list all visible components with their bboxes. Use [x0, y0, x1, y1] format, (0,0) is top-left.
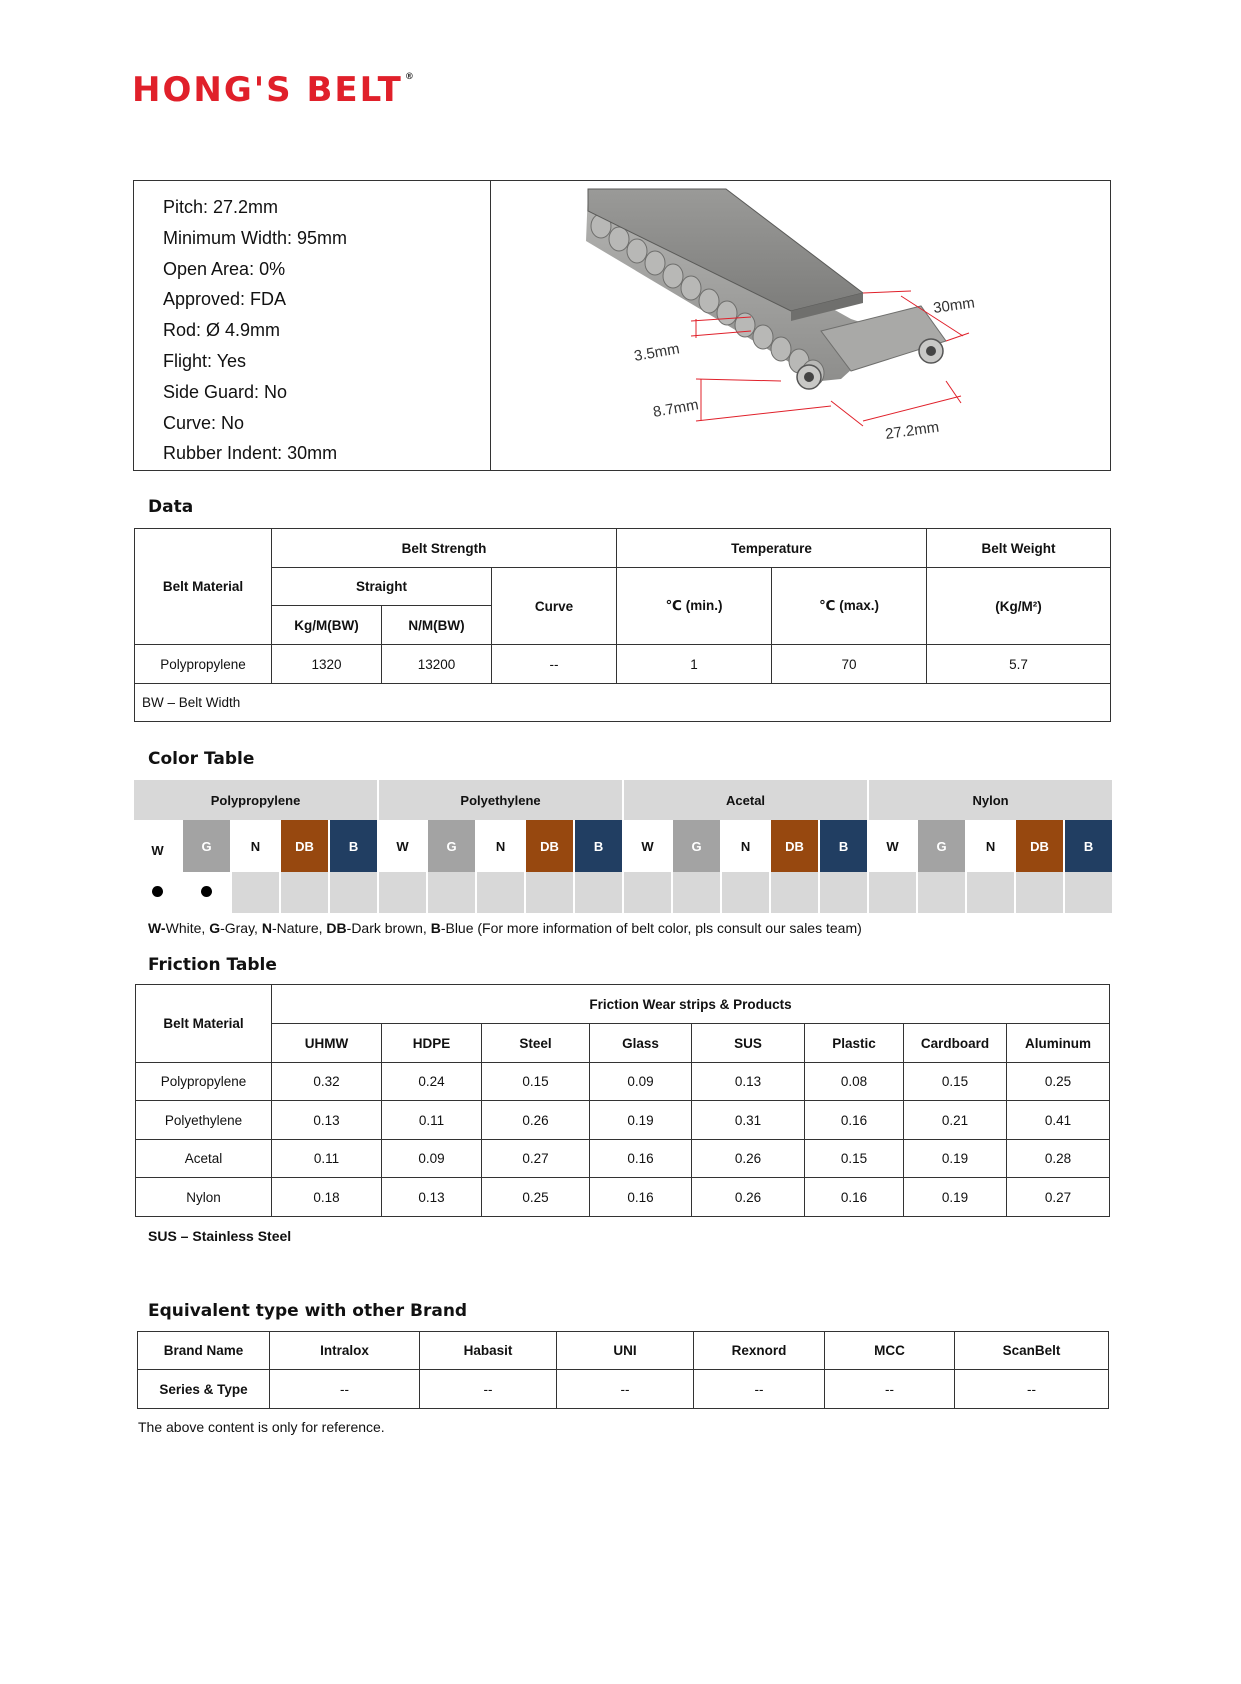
availability-row: [134, 872, 1112, 913]
straight-header: Straight: [272, 568, 492, 606]
color-table: [132, 780, 1114, 913]
row-weight: 5.7: [927, 645, 1111, 684]
availability-empty: [722, 872, 769, 913]
friction-section-title: Friction Table: [148, 955, 277, 975]
legend-g-code: G: [209, 920, 221, 936]
row-tmax: 70: [772, 645, 927, 684]
legend-w-code: W-: [148, 920, 166, 936]
available-dot-icon: [201, 886, 212, 897]
available-dot-icon: [152, 886, 163, 897]
cell: 0.13: [382, 1178, 482, 1217]
cell: 0.18: [272, 1178, 382, 1217]
series-cell: --: [955, 1370, 1109, 1409]
sus-footnote: SUS – Stainless Steel: [148, 1228, 292, 1244]
col-glass: Glass: [590, 1024, 692, 1063]
code-n: N: [232, 820, 279, 872]
friction-material-header: Belt Material: [136, 985, 272, 1063]
cell: 0.11: [382, 1101, 482, 1140]
availability-empty: [967, 872, 1014, 913]
row-material: Polypropylene: [136, 1063, 272, 1101]
temperature-header: Temperature: [617, 529, 927, 568]
availability-empty: [673, 872, 720, 913]
series-cell: --: [825, 1370, 955, 1409]
cell: 0.15: [904, 1063, 1007, 1101]
series-cell: --: [694, 1370, 825, 1409]
series-type-header: Series & Type: [138, 1370, 270, 1409]
spec-flight: Flight: Yes: [163, 350, 247, 371]
cell: 0.26: [482, 1101, 590, 1140]
data-row: [135, 645, 1111, 684]
brand-logo-text: HONG'S BELT: [132, 70, 403, 110]
cell: 0.19: [904, 1140, 1007, 1178]
belt-weight-header: Belt Weight: [927, 529, 1111, 568]
table-row: [136, 1063, 1110, 1101]
code-w: W: [379, 820, 426, 872]
brand-intralox: Intralox: [270, 1332, 420, 1370]
data-table: [134, 528, 1111, 722]
registered-mark: ®: [404, 72, 416, 82]
cell: 0.16: [805, 1178, 904, 1217]
cell: 0.28: [1007, 1140, 1110, 1178]
code-b: B: [820, 820, 867, 872]
col-hdpe: HDPE: [382, 1024, 482, 1063]
curve-header: Curve: [492, 568, 617, 645]
availability-empty: [526, 872, 573, 913]
cell: 0.31: [692, 1101, 805, 1140]
code-db: DB: [1016, 820, 1063, 872]
code-b: B: [330, 820, 377, 872]
code-g: G: [673, 820, 720, 872]
weight-unit-header: (Kg/M²): [927, 568, 1111, 645]
color-legend: [148, 920, 862, 936]
spec-min-width: Minimum Width: 95mm: [163, 227, 348, 248]
belt-strength-header: Belt Strength: [272, 529, 617, 568]
availability-empty: [1065, 872, 1112, 913]
color-section-title: Color Table: [148, 749, 255, 769]
spec-curve: Curve: No: [163, 412, 245, 433]
cell: 0.26: [692, 1178, 805, 1217]
legend-b-text: -Blue (For more information of belt color, pls consult our sales team): [440, 920, 862, 936]
bw-footnote: BW – Belt Width: [135, 684, 1111, 722]
legend-db-code: DB: [326, 920, 347, 936]
availability-dot: [183, 872, 230, 913]
availability-empty: [379, 872, 426, 913]
cell: 0.25: [482, 1178, 590, 1217]
friction-group-header: Friction Wear strips & Products: [272, 985, 1110, 1024]
brand-logo: [132, 70, 416, 110]
group-polyethylene: Polyethylene: [379, 780, 622, 820]
col-cardboard: Cardboard: [904, 1024, 1007, 1063]
availability-empty: [918, 872, 965, 913]
legend-w-text: White,: [165, 920, 210, 936]
code-g: G: [428, 820, 475, 872]
row-curve: --: [492, 645, 617, 684]
row-tmin: 1: [617, 645, 772, 684]
spec-box: [133, 180, 1111, 471]
series-cell: --: [420, 1370, 557, 1409]
legend-n-code: N: [261, 920, 272, 936]
row-material: Polypropylene: [135, 645, 272, 684]
code-db: DB: [771, 820, 818, 872]
col-plastic: Plastic: [805, 1024, 904, 1063]
cell: 0.11: [272, 1140, 382, 1178]
brand-uni: UNI: [557, 1332, 694, 1370]
cell: 0.24: [382, 1063, 482, 1101]
spec-pitch: Pitch: 27.2mm: [163, 197, 279, 217]
cell: 0.08: [805, 1063, 904, 1101]
series-cell: --: [557, 1370, 694, 1409]
dim-30mm: 30mm: [932, 294, 976, 317]
spec-rubber-indent: Rubber Indent: 30mm: [163, 443, 338, 464]
cell: 0.16: [590, 1178, 692, 1217]
availability-empty: [232, 872, 279, 913]
cell: 0.32: [272, 1063, 382, 1101]
brand-habasit: Habasit: [420, 1332, 557, 1370]
cell: 0.16: [805, 1101, 904, 1140]
legend-db-text: -Dark brown,: [346, 920, 431, 936]
code-w: W: [134, 820, 181, 872]
brand-name-header: Brand Name: [138, 1332, 270, 1370]
cell: 0.21: [904, 1101, 1007, 1140]
spec-list-panel: [134, 181, 491, 470]
availability-empty: [624, 872, 671, 913]
availability-empty: [771, 872, 818, 913]
cell: 0.41: [1007, 1101, 1110, 1140]
legend-g-text: -Gray,: [220, 920, 262, 936]
legend-b-code: B: [430, 920, 441, 936]
cell: 0.19: [590, 1101, 692, 1140]
cell: 0.15: [805, 1140, 904, 1178]
spec-side-guard: Side Guard: No: [163, 381, 288, 402]
availability-empty: [281, 872, 328, 913]
code-b: B: [575, 820, 622, 872]
brand-mcc: MCC: [825, 1332, 955, 1370]
code-n: N: [967, 820, 1014, 872]
code-w: W: [624, 820, 671, 872]
cell: 0.09: [590, 1063, 692, 1101]
availability-empty: [869, 872, 916, 913]
spec-approved: Approved: FDA: [163, 289, 287, 310]
temp-max-header: ℃ (max.): [772, 568, 927, 645]
availability-empty: [428, 872, 475, 913]
data-section-title: Data: [148, 497, 194, 517]
belt-material-header: Belt Material: [135, 529, 272, 645]
cell: 0.09: [382, 1140, 482, 1178]
table-row: [136, 1140, 1110, 1178]
group-acetal: Acetal: [624, 780, 867, 820]
spec-open-area: Open Area: 0%: [163, 258, 286, 279]
code-n: N: [722, 820, 769, 872]
table-row: [136, 1101, 1110, 1140]
belt-diagram: [491, 181, 1110, 469]
availability-empty: [575, 872, 622, 913]
friction-table: [135, 984, 1110, 1217]
cell: 0.25: [1007, 1063, 1110, 1101]
cell: 0.13: [692, 1063, 805, 1101]
cell: 0.19: [904, 1178, 1007, 1217]
kg-header: Kg/M(BW): [272, 606, 382, 645]
cell: 0.16: [590, 1140, 692, 1178]
code-w: W: [869, 820, 916, 872]
equivalent-table: [137, 1331, 1109, 1409]
col-sus: SUS: [692, 1024, 805, 1063]
table-row: [136, 1178, 1110, 1217]
disclaimer: The above content is only for reference.: [138, 1419, 385, 1435]
spec-rod: Rod: Ø 4.9mm: [163, 320, 281, 341]
code-db: DB: [526, 820, 573, 872]
code-db: DB: [281, 820, 328, 872]
dim-8-7mm: 8.7mm: [651, 396, 700, 421]
code-g: G: [918, 820, 965, 872]
series-cell: --: [270, 1370, 420, 1409]
spec-list: [163, 192, 347, 469]
legend-n-text: -Nature,: [271, 920, 327, 936]
brand-rexnord: Rexnord: [694, 1332, 825, 1370]
row-kg: 1320: [272, 645, 382, 684]
row-material: Nylon: [136, 1178, 272, 1217]
cell: 0.27: [1007, 1178, 1110, 1217]
group-polypropylene: Polypropylene: [134, 780, 377, 820]
dim-3-5mm: 3.5mm: [632, 340, 681, 365]
availability-empty: [477, 872, 524, 913]
dim-27-2mm: 27.2mm: [884, 418, 941, 443]
n-header: N/M(BW): [382, 606, 492, 645]
availability-empty: [330, 872, 377, 913]
col-uhmw: UHMW: [272, 1024, 382, 1063]
group-nylon: Nylon: [869, 780, 1112, 820]
row-material: Acetal: [136, 1140, 272, 1178]
cell: 0.26: [692, 1140, 805, 1178]
cell: 0.13: [272, 1101, 382, 1140]
code-b: B: [1065, 820, 1112, 872]
row-material: Polyethylene: [136, 1101, 272, 1140]
temp-min-header: ℃ (min.): [617, 568, 772, 645]
availability-dot: [134, 872, 181, 913]
equivalent-section-title: Equivalent type with other Brand: [148, 1301, 468, 1321]
belt-diagram-panel: [491, 181, 1110, 470]
cell: 0.15: [482, 1063, 590, 1101]
cell: 0.27: [482, 1140, 590, 1178]
col-steel: Steel: [482, 1024, 590, 1063]
availability-empty: [1016, 872, 1063, 913]
row-n: 13200: [382, 645, 492, 684]
code-g: G: [183, 820, 230, 872]
brand-scanbelt: ScanBelt: [955, 1332, 1109, 1370]
code-n: N: [477, 820, 524, 872]
col-aluminum: Aluminum: [1007, 1024, 1110, 1063]
availability-empty: [820, 872, 867, 913]
